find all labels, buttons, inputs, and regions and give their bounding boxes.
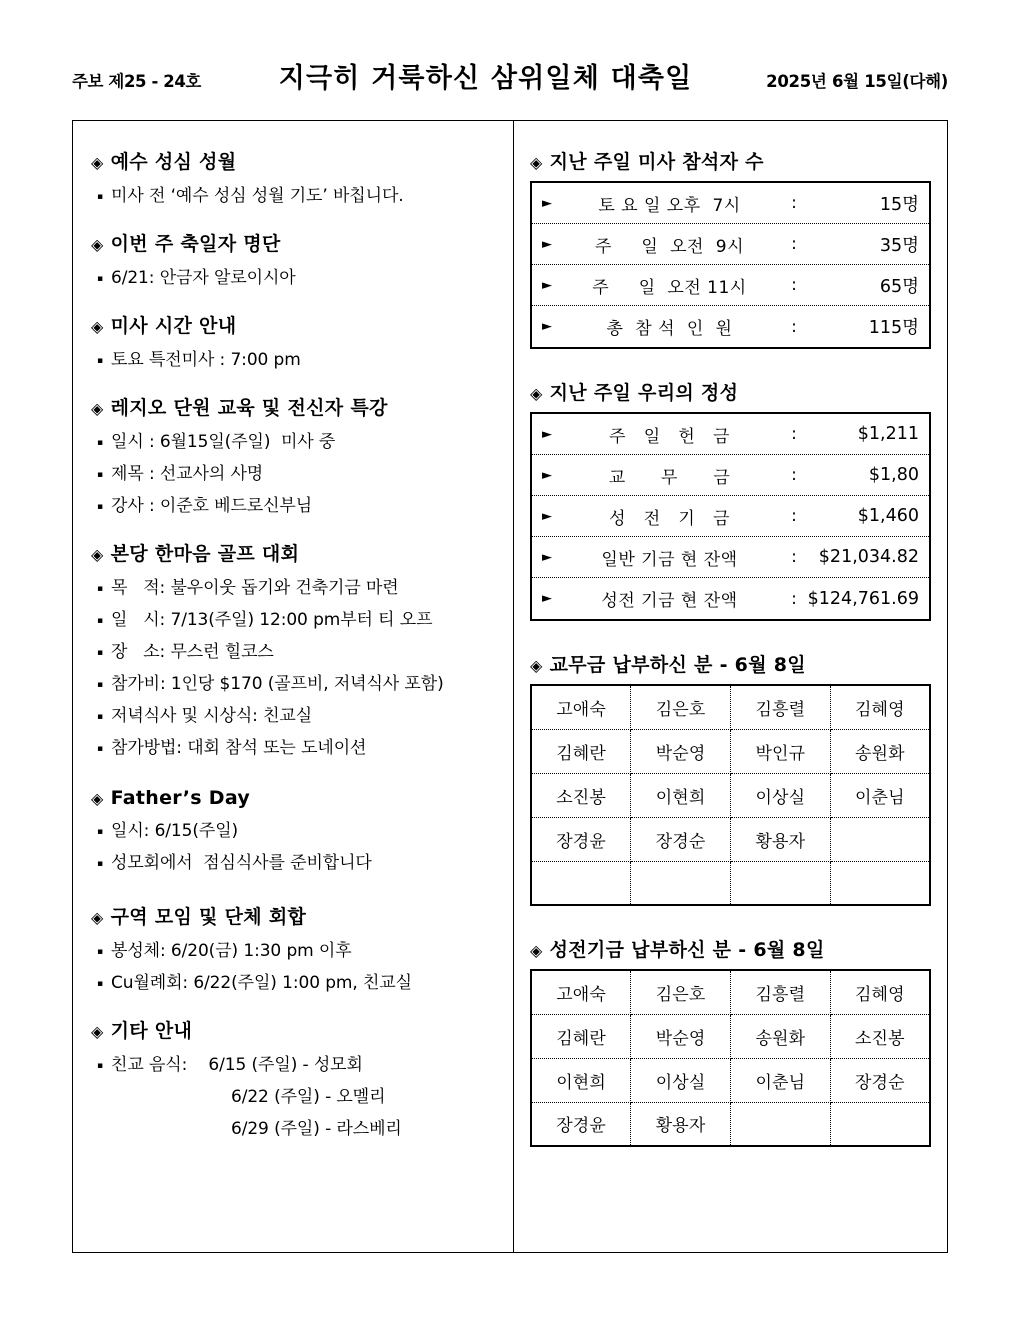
table-row	[532, 414, 929, 455]
row-value: 35명	[879, 235, 919, 256]
list-item	[97, 345, 497, 370]
section-district-meetings	[91, 902, 497, 993]
row-label: 주 일 헌 금	[609, 426, 730, 447]
row-colon: :	[791, 424, 797, 444]
list-item	[97, 263, 497, 288]
list-item-label: 토요 특전미사 : 7:00 pm	[111, 350, 301, 370]
table-row	[532, 183, 929, 224]
table-row	[532, 496, 929, 537]
diamond-marker-icon: ◈	[530, 153, 543, 172]
list-item-label: 일시 : 6월15일(주일) 미사 중	[111, 432, 336, 452]
section-offerings	[530, 378, 931, 621]
spacer	[91, 771, 497, 787]
section-sacred-heart-month	[91, 147, 497, 206]
table-row	[531, 729, 930, 773]
bulletin-masthead	[72, 56, 948, 102]
square-bullet-icon: ▪	[97, 356, 103, 366]
list-item	[97, 427, 497, 452]
row-value: $21,034.82	[818, 547, 919, 567]
spacer	[91, 383, 497, 393]
square-bullet-icon: ▪	[97, 438, 103, 448]
donor-name: 김혜란	[531, 1014, 631, 1058]
square-bullet-icon: ▪	[97, 192, 103, 202]
row-label: 주 일 오전 9시	[594, 236, 745, 257]
row-label: 일반 기금 현 잔액	[601, 549, 738, 570]
square-bullet-icon: ▪	[97, 979, 103, 989]
section-heading	[91, 539, 497, 566]
donor-name: 황용자	[731, 817, 831, 861]
donor-name: 박순영	[631, 729, 731, 773]
section-heading	[91, 393, 497, 420]
donor-name: 고애숙	[531, 685, 631, 729]
list-item	[97, 181, 497, 206]
bulletin-title: 지극히 거룩하신 삼위일체 대축일	[278, 63, 693, 94]
table-row	[532, 306, 929, 347]
table-row	[531, 773, 930, 817]
row-value: 115명	[868, 318, 919, 338]
triangle-marker-icon: ►	[542, 591, 552, 606]
square-bullet-icon: ▪	[97, 584, 103, 594]
row-colon: :	[791, 465, 797, 485]
section-heading-label: 예수 성심 성월	[110, 151, 237, 173]
row-value: 15명	[879, 194, 919, 215]
table-row	[531, 817, 930, 861]
donor-name: 황용자	[631, 1102, 731, 1146]
list-item-label: 참가비: 1인당 $170 (골프비, 저녁식사 포함)	[111, 674, 444, 694]
row-value: 65명	[879, 276, 919, 297]
donor-name: 이현희	[631, 773, 731, 817]
section-heading-label: 이번 주 축일자 명단	[110, 233, 281, 255]
triangle-marker-icon: ►	[542, 426, 552, 442]
list-item	[97, 605, 497, 630]
section-heading-label: Father’s Day	[110, 787, 251, 809]
section-heading	[530, 650, 931, 677]
section-building-fund-donors	[530, 935, 931, 1147]
row-label: 주 일 오전 11시	[592, 277, 747, 298]
list-item-label: 강사 : 이준호 베드로신부님	[111, 496, 313, 516]
spacer	[530, 634, 931, 650]
section-heading	[91, 229, 497, 256]
donor-name-empty	[731, 861, 831, 905]
row-colon: :	[791, 547, 797, 567]
right-column	[514, 121, 947, 1252]
donor-name: 김은호	[631, 685, 731, 729]
square-bullet-icon: ▪	[97, 274, 103, 284]
spacer	[91, 529, 497, 539]
square-bullet-icon: ▪	[97, 827, 103, 837]
bulletin-date: 2025년 6월 15일(다해)	[766, 72, 948, 91]
list-item-label: 미사 전 ‘예수 성심 성월 기도’ 바칩니다.	[111, 186, 404, 206]
donor-name-empty	[830, 817, 930, 861]
table-row	[532, 578, 929, 619]
triangle-marker-icon: ►	[542, 277, 552, 293]
donor-name-empty	[531, 861, 631, 905]
spacer	[91, 301, 497, 311]
spacer	[530, 919, 931, 935]
donor-name: 고애숙	[531, 970, 631, 1014]
diamond-marker-icon: ◈	[91, 317, 104, 336]
diamond-marker-icon: ◈	[530, 384, 543, 403]
donor-name-empty	[731, 1102, 831, 1146]
spacer	[530, 362, 931, 378]
row-label: 성전 기금 현 잔액	[601, 591, 738, 611]
square-bullet-icon: ▪	[97, 502, 103, 512]
list-item-label: 일시: 6/15(주일)	[111, 821, 239, 841]
donor-name: 소진봉	[830, 1014, 930, 1058]
row-colon: :	[791, 588, 797, 609]
diamond-marker-icon: ◈	[91, 153, 104, 172]
list-item-label: 성모회에서 점심식사를 준비합니다	[111, 853, 372, 873]
list-item	[97, 848, 497, 873]
section-fathers-day	[91, 787, 497, 873]
donor-name: 박순영	[631, 1014, 731, 1058]
list-item-label: 봉성체: 6/20(금) 1:30 pm 이후	[111, 941, 352, 961]
section-legion-lecture	[91, 393, 497, 516]
row-label: 교 무 금	[608, 467, 731, 488]
table-row	[531, 1102, 930, 1146]
section-heading-label: 지난 주일 우리의 정성	[549, 382, 739, 404]
square-bullet-icon: ▪	[97, 1061, 103, 1071]
section-mass-schedule	[91, 311, 497, 370]
donor-name: 이상실	[631, 1058, 731, 1102]
row-colon: :	[791, 275, 797, 295]
section-dues-donors	[530, 650, 931, 906]
donor-name: 이춘님	[830, 773, 930, 817]
table-row	[531, 685, 930, 729]
donor-name: 김혜영	[830, 685, 930, 729]
donor-name: 이춘님	[731, 1058, 831, 1102]
donor-name-empty	[631, 861, 731, 905]
donor-name: 김흥렬	[731, 685, 831, 729]
donor-name: 장경순	[631, 817, 731, 861]
list-item	[97, 1050, 497, 1075]
square-bullet-icon: ▪	[97, 947, 103, 957]
section-heading	[91, 311, 497, 338]
donor-name-empty	[830, 861, 930, 905]
triangle-marker-icon: ►	[542, 467, 552, 483]
section-heading	[91, 1016, 497, 1043]
donor-name: 김은호	[631, 970, 731, 1014]
donor-name: 김혜영	[830, 970, 930, 1014]
square-bullet-icon: ▪	[97, 744, 103, 754]
table-row	[531, 1014, 930, 1058]
section-heading	[91, 902, 497, 929]
list-item	[97, 573, 497, 598]
section-heading-label: 교무금 납부하신 분 - 6월 8일	[549, 654, 806, 676]
row-colon: :	[791, 506, 797, 526]
list-item-label: 일 시: 7/13(주일) 12:00 pm부터 티 오프	[111, 610, 433, 630]
donor-name: 이상실	[731, 773, 831, 817]
diamond-marker-icon: ◈	[91, 789, 104, 808]
table-row	[532, 455, 929, 496]
row-value: $1,460	[857, 506, 919, 526]
list-item	[97, 733, 497, 758]
section-heading	[91, 787, 497, 809]
donor-name: 송원화	[830, 729, 930, 773]
building-fund-donors-table	[530, 969, 931, 1147]
spacer	[91, 219, 497, 229]
list-item	[97, 936, 497, 961]
diamond-marker-icon: ◈	[91, 235, 104, 254]
donor-name: 박인규	[731, 729, 831, 773]
left-column	[73, 121, 514, 1252]
diamond-marker-icon: ◈	[91, 399, 104, 418]
row-colon: :	[791, 234, 797, 254]
list-item-label: Cu월례회: 6/22(주일) 1:00 pm, 친교실	[111, 973, 412, 993]
diamond-marker-icon: ◈	[91, 908, 104, 927]
triangle-marker-icon: ►	[542, 319, 552, 334]
section-heading-label: 구역 모임 및 단체 회합	[110, 906, 307, 928]
donor-name: 장경윤	[531, 817, 631, 861]
section-heading	[530, 147, 931, 174]
section-heading-label: 기타 안내	[110, 1020, 193, 1042]
donor-name-empty	[830, 1102, 930, 1146]
diamond-marker-icon: ◈	[91, 545, 104, 564]
offerings-table	[530, 412, 931, 621]
list-item-label: 목 적: 불우이웃 돕기와 건축기금 마련	[111, 578, 399, 598]
table-row	[532, 537, 929, 578]
list-item-label: 제목 : 선교사의 사명	[111, 464, 264, 484]
donor-name: 김흥렬	[731, 970, 831, 1014]
bulletin-body-frame	[72, 120, 948, 1253]
list-item-label: 6/21: 안금자 알로이시아	[111, 268, 296, 288]
diamond-marker-icon: ◈	[530, 941, 543, 960]
section-other-notices	[91, 1016, 497, 1139]
section-attendance	[530, 147, 931, 349]
diamond-marker-icon: ◈	[530, 656, 543, 675]
donor-name: 송원화	[731, 1014, 831, 1058]
table-row	[531, 970, 930, 1014]
square-bullet-icon: ▪	[97, 616, 103, 626]
diamond-marker-icon: ◈	[91, 1022, 104, 1041]
square-bullet-icon: ▪	[97, 680, 103, 690]
list-item-label: 참가방법: 대회 참석 또는 도네이션	[111, 738, 367, 758]
spacer	[91, 1006, 497, 1016]
section-golf-tournament	[91, 539, 497, 758]
table-row	[531, 1058, 930, 1102]
triangle-marker-icon: ►	[542, 549, 552, 565]
dues-donors-table	[530, 684, 931, 906]
square-bullet-icon: ▪	[97, 859, 103, 869]
row-label: 총 참 석 인 원	[606, 319, 733, 339]
triangle-marker-icon: ►	[542, 195, 552, 211]
bulletin-issue-number: 주보 제25 - 24호	[72, 72, 201, 91]
row-value: $1,211	[857, 424, 919, 444]
list-item	[97, 491, 497, 516]
list-item-label: 장 소: 무스런 힐코스	[111, 642, 274, 662]
list-item-continuation: 6/22 (주일) - 오멜리	[231, 1087, 386, 1107]
section-heading-label: 지난 주일 미사 참석자 수	[549, 151, 764, 173]
row-value: $124,761.69	[807, 588, 919, 609]
table-row	[531, 861, 930, 905]
row-label: 토 요 일 오후 7시	[598, 195, 741, 216]
section-heading	[530, 378, 931, 405]
square-bullet-icon: ▪	[97, 712, 103, 722]
section-heading-label: 본당 한마음 골프 대회	[110, 543, 300, 565]
donor-name: 장경순	[830, 1058, 930, 1102]
section-heading-label: 미사 시간 안내	[110, 315, 237, 337]
donor-name: 김혜란	[531, 729, 631, 773]
triangle-marker-icon: ►	[542, 508, 552, 524]
section-heading-label: 레지오 단원 교육 및 전신자 특강	[110, 397, 388, 419]
donor-name: 소진봉	[531, 773, 631, 817]
row-value: $1,80	[868, 465, 919, 485]
section-heading-label: 성전기금 납부하신 분 - 6월 8일	[549, 939, 825, 961]
section-heading	[91, 147, 497, 174]
list-item	[97, 637, 497, 662]
triangle-marker-icon: ►	[542, 236, 552, 252]
square-bullet-icon: ▪	[97, 648, 103, 658]
table-row	[532, 224, 929, 265]
square-bullet-icon: ▪	[97, 470, 103, 480]
list-item	[97, 968, 497, 993]
list-item	[97, 669, 497, 694]
section-feast-days	[91, 229, 497, 288]
donor-name: 이현희	[531, 1058, 631, 1102]
section-heading	[530, 935, 931, 962]
list-item	[97, 701, 497, 726]
list-item-label: 친교 음식: 6/15 (주일) - 성모회	[111, 1055, 363, 1075]
row-label: 성 전 기 금	[609, 508, 730, 529]
attendance-table	[530, 181, 931, 349]
row-colon: :	[791, 193, 797, 213]
list-item	[97, 459, 497, 484]
donor-name: 장경윤	[531, 1102, 631, 1146]
list-item-label: 저녁식사 및 시상식: 친교실	[111, 706, 313, 726]
list-item-continuation: 6/29 (주일) - 라스베리	[231, 1119, 402, 1139]
row-colon: :	[791, 316, 797, 337]
spacer	[91, 886, 497, 902]
table-row	[532, 265, 929, 306]
list-item	[97, 816, 497, 841]
